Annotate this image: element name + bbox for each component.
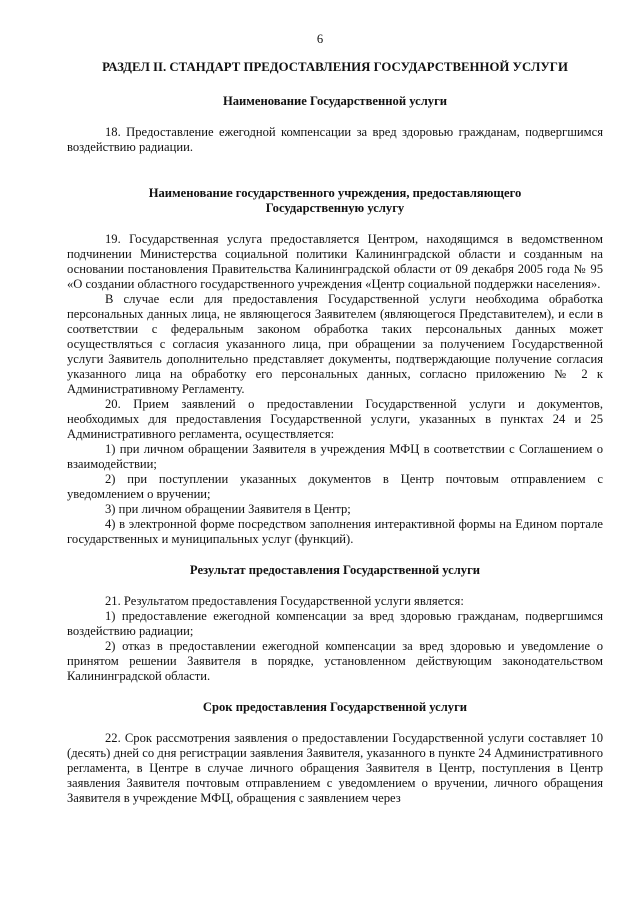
section-title: РАЗДЕЛ II. СТАНДАРТ ПРЕДОСТАВЛЕНИЯ ГОСУДАРСТВЕННОЙ УСЛУГИ bbox=[102, 60, 568, 74]
list-item-20-1: 1) при личном обращении Заявителя в учреждения МФЦ в соответствии с Соглашением о взаимодействии; bbox=[67, 442, 603, 471]
heading-service-name: Наименование Государственной услуги bbox=[222, 94, 448, 108]
paragraph-19-personal-data: В случае если для предоставления Государственной услуги необходима обработка персональных данных лица, не являющегося Заявителем (являющегося Представителем), и если в соответствии с федеральным законом обработка таких персональных данных может осуществляться с согласия указанного лица, при обращении за получением Государственной услуги Заявитель дополнительно представляет документы, подтверждающие получение согласия указанного лица на обработку его персональных данных, согласно приложению № 2 к Административному Регламенту. bbox=[67, 292, 603, 396]
list-item-20-4: 4) в электронной форме посредством заполнения интерактивной формы на Едином портале государственных и муниципальных услуг (функций). bbox=[67, 517, 603, 546]
list-item-21-2: 2) отказ в предоставлении ежегодной компенсации за вред здоровью и уведомление о принятом решении Заявителя в порядке, установленном действующим законодательством Калининградской области. bbox=[67, 639, 603, 683]
paragraph-22: 22. Срок рассмотрения заявления о предоставлении Государственной услуги составляет 10 (десять) дней со дня регистрации заявления Заявителя, указанного в пункте 24 Административного регламента, в Центре в случае личного обращения Заявителя в Центр, поступления в Центр заявления Заявителя почтовым отправлением с уведомлением о вручении, личного обращения Заявителя в учреждение МФЦ, обращения с заявлением через bbox=[67, 731, 603, 805]
heading-term: Срок предоставления Государственной услуги bbox=[202, 700, 468, 714]
paragraph-21: 21. Результатом предоставления Государственной услуги является: bbox=[105, 594, 464, 608]
list-item-21-1: 1) предоставление ежегодной компенсации за вред здоровью гражданам, подвергшимся воздействию радиации; bbox=[67, 609, 603, 638]
paragraph-20: 20. Прием заявлений о предоставлении Государственной услуги и документов, необходимых для предоставления Государственной услуги, указанных в пунктах 24 и 25 Административного регламента, осуществляется: bbox=[67, 397, 603, 441]
paragraph-19: 19. Государственная услуга предоставляется Центром, находящимся в ведомственном подчинении Министерства социальной политики Калининградской области и созданным на основании постановления Правительства Калининградской области от 09 декабря 2005 года № 95 «О создании областного государственного учреждения «Центр социальной поддержки населения». bbox=[67, 232, 603, 291]
heading-institution: Наименование государственного учреждения, предоставляющего Государственную услугу bbox=[148, 186, 522, 215]
list-item-20-2: 2) при поступлении указанных документов в Центр почтовым отправлением с уведомлением о вручении; bbox=[67, 472, 603, 501]
heading-result: Результат предоставления Государственной услуги bbox=[189, 563, 481, 577]
paragraph-18: 18. Предоставление ежегодной компенсации за вред здоровью гражданам, подвергшимся воздействию радиации. bbox=[67, 125, 603, 154]
document-body bbox=[67, 60, 603, 806]
list-item-20-3: 3) при личном обращении Заявителя в Центр; bbox=[105, 502, 351, 516]
page-number: 6 bbox=[316, 32, 324, 46]
